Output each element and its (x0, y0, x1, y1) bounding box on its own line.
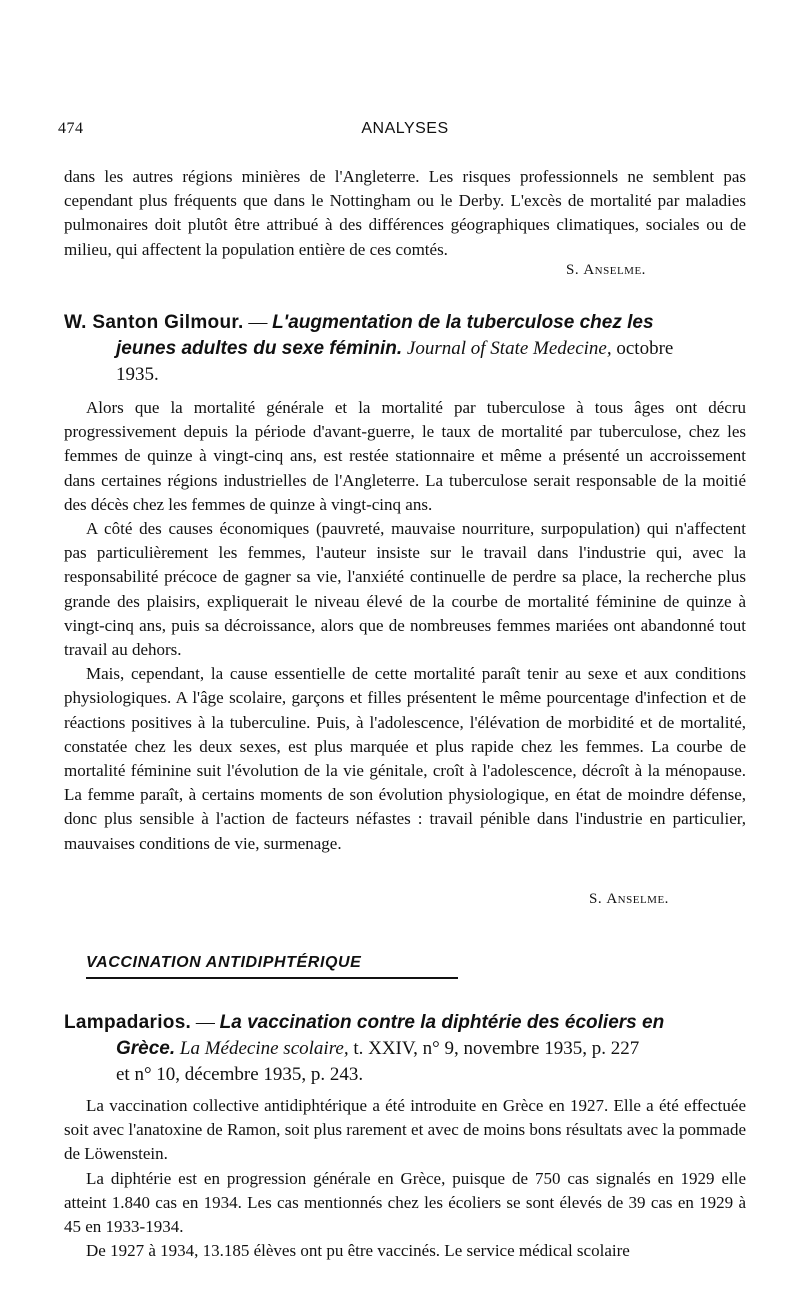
body-paragraph: De 1927 à 1934, 13.185 élèves ont pu être vaccinés. Le service médical scolaire (86, 1241, 630, 1261)
page-number: 474 (58, 120, 84, 137)
article-body (64, 1094, 746, 1263)
section-underline (86, 977, 458, 979)
article-body (64, 396, 746, 856)
body-paragraph: Alors que la mortalité générale et la mortalité par tuberculose à tous âges ont décru progressivement depuis la période d'avant-guerre, le taux de mortalité par tuberculose, chez les femmes de quinze à vingt-cinq ans, est restée stationnaire et même a présenté un accroissement dans certaines régions industrielles de l'Angleterre. La tuberculose serait responsable de la moitié des décès chez les femmes de quinze à vingt-cinq ans. (64, 398, 746, 514)
article-title: L'augmentation de la tuberculose chez les (272, 312, 654, 333)
article-year: 1935. (116, 364, 159, 385)
page-header (58, 120, 746, 142)
body-paragraph: Mais, cependant, la cause essentielle de cette mortalité paraît tenir au sexe et aux conditions physiologiques. A l'âge scolaire, garçons et filles présentent le même pourcentage d'infection et de réactions positives à la tuberculine. Puis, à l'adolescence, l'élévation de morbidité et de mortalité, constatée chez les deux sexes, est plus marquée et plus rapide chez les femmes. La courbe de mortalité féminine suit l'évolution de la vie génitale, croît à l'adolescence, décroît à la ménopause. La femme paraît, à certains moments de son évolution physiologique, en état de moindre défense, donc plus sensible à l'action de facteurs néfastes : travail pénible dans l'industrie en particulier, mauvaises conditions de vie, surmenage. (64, 664, 746, 853)
article-reference: et n° 10, décembre 1935, p. 243. (116, 1064, 364, 1085)
article-title-cont: Grèce. (116, 1038, 176, 1059)
article-author: Lampadarios. (64, 1012, 192, 1033)
body-paragraph: La vaccination collective antidiphtérique a été introduite en Grèce en 1927. Elle a été effectuée soit avec l'anatoxine de Ramon, soit plus rarement et avec de moins bons résultats avec la pommade de Löwenstein. (64, 1096, 746, 1164)
journal-name: La Médecine scolaire, (179, 1038, 349, 1059)
continuation-block (64, 165, 746, 262)
article-entry-heading: Lampadarios. — La vaccination contre la diphtérie des écoliers en Grèce. La Médecine scolaire, t. XXIV, n° 9, novembre 1935, p. 227 et n° 10, décembre 1935, p. 243. (64, 1010, 746, 1088)
body-paragraph: A côté des causes économiques (pauvreté, mauvaise nourriture, surpopulation) qui n'affectent pas particulièrement les femmes, l'auteur insiste sur le travail dans l'industrie qui, avec la responsabilité précoce de gagner sa vie, l'anxiété continuelle de perdre sa place, la recherche plus grande des plaisirs, expliquerait le niveau élevé de la courbe de mortalité féminine de quinze à vingt-cinq ans, puis sa décroissance, alors que de nombreuses femmes mariées ont abandonné tout travail au dehors. (64, 519, 746, 660)
body-paragraph: La diphtérie est en progression générale en Grèce, puisque de 750 cas signalés en 1929 elle atteint 1.840 cas en 1934. Les cas mentionnés chez les écoliers se sont élevés de 39 cas en 1929 à 45 en 1933-1934. (64, 1168, 746, 1237)
signature: S. Anselme. (566, 262, 646, 278)
running-head: ANALYSES (361, 120, 449, 137)
signature: S. Anselme. (589, 891, 669, 907)
article-author: W. Santon Gilmour. (64, 312, 244, 333)
section-heading: VACCINATION ANTIDIPHTÉRIQUE (86, 954, 362, 971)
article-entry-heading: W. Santon Gilmour. — L'augmentation de la tuberculose chez les jeunes adultes du sexe féminin. Journal of State Medecine, octobre 1935. (64, 310, 746, 388)
article-title-cont: jeunes adultes du sexe féminin. (116, 338, 403, 359)
article-title: La vaccination contre la diphtérie des écoliers en (219, 1012, 665, 1033)
continuation-paragraph: dans les autres régions minières de l'Angleterre. Les risques professionnels ne semblent pas cependant plus fréquents que dans le Nottingham ou le Derby. L'excès de mortalité par maladies pulmonaires doit plutôt être attribué à des différences géographiques climatiques, sociales ou de milieu, qui affectent la population entière de ces comtés. (64, 167, 746, 259)
journal-name: Journal of State Medecine, (406, 338, 612, 359)
